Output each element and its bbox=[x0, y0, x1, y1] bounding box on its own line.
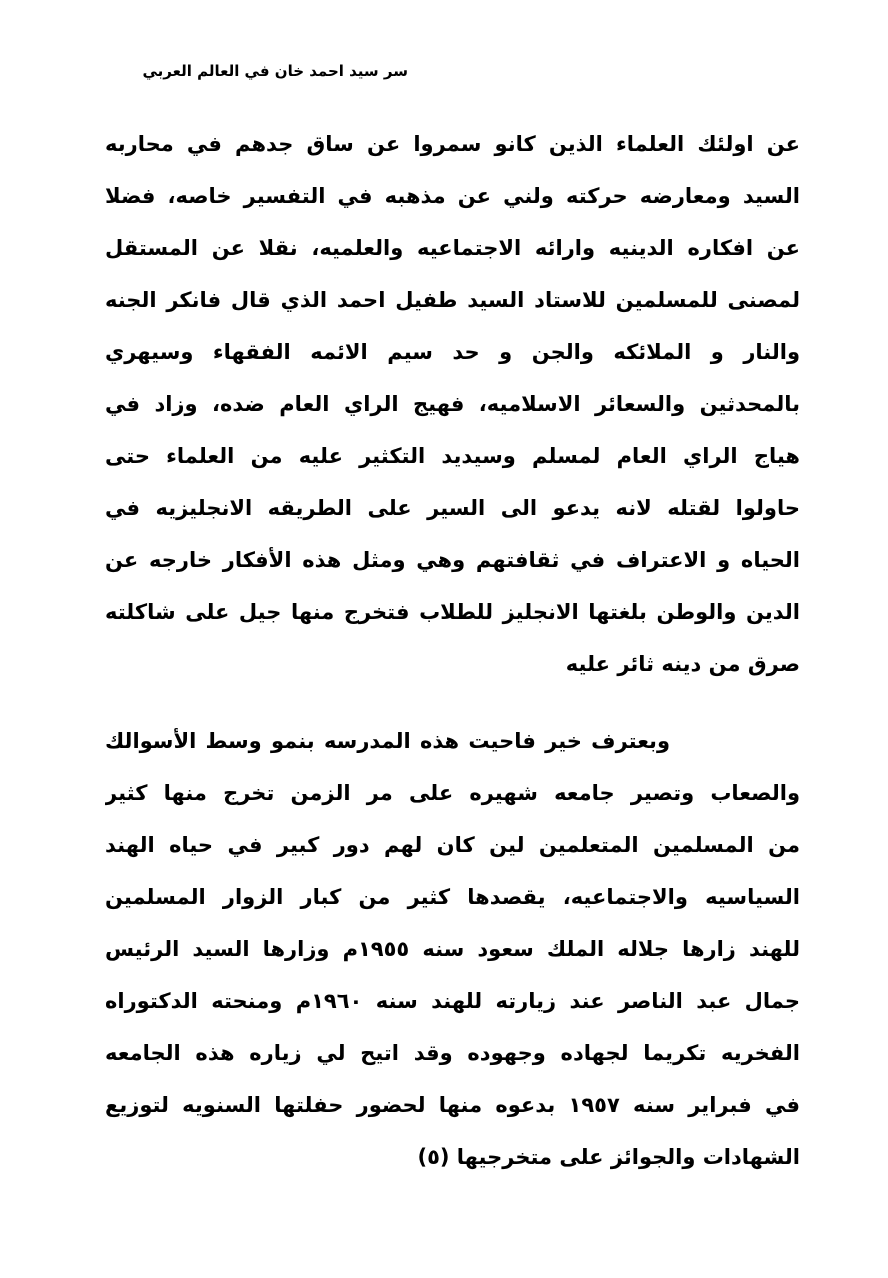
text-line: جمال عبد الناصر عند زيارته للهند سنه ١٩٦٠م ومنحته الدكتوراه bbox=[105, 989, 800, 1013]
paragraph-1 bbox=[105, 118, 800, 690]
text-line: للهند زارها جلاله الملك سعود سنه ١٩٥٥م وزارها السيد الرئيس bbox=[105, 937, 800, 961]
text-line: وبعترف خير فاحيت هذه المدرسه بنمو وسط الأسوالك bbox=[105, 729, 670, 753]
text-line: والنار و الملائكه والجن و حد سيم الائمه الفقهاء وسيهري bbox=[105, 340, 800, 364]
text-line: هياج الراي العام لمسلم وسيديد التكثير عليه من العلماء حتى bbox=[105, 444, 800, 468]
running-header: سر سيد احمد خان في العالم العربي bbox=[142, 62, 408, 80]
paragraph-2 bbox=[105, 715, 800, 1183]
text-line: الفخريه تكريما لجهاده وجهوده وقد اتيح لي زياره هذه الجامعه bbox=[105, 1041, 800, 1065]
text-line: عن افكاره الدينيه وارائه الاجتماعيه والعلميه، نقلا عن المستقل bbox=[105, 236, 800, 260]
text-line: حاولوا لقتله لانه يدعو الى السير على الطريقه الانجليزيه في bbox=[105, 496, 800, 520]
text-line: السياسيه والاجتماعيه، يقصدها كثير من كبار الزوار المسلمين bbox=[105, 885, 800, 909]
text-line: السيد ومعارضه حركته ولني عن مذهبه في التفسير خاصه، فضلا bbox=[105, 184, 800, 208]
text-line: عن اولئك العلماء الذين كانو سمروا عن ساق جدهم في محاربه bbox=[105, 132, 800, 156]
text-line: لمصنى للمسلمين للاستاد السيد طفيل احمد الذي قال فانكر الجنه bbox=[105, 288, 800, 312]
text-line: والصعاب وتصير جامعه شهيره على مر الزمن تخرج منها كثير bbox=[105, 781, 800, 805]
text-line: الدين والوطن بلغتها الانجليز للطلاب فتخرج منها جيل على شاكلته bbox=[105, 600, 800, 624]
text-line: الشهادات والجوائز على متخرجيها (٥) bbox=[417, 1145, 800, 1169]
text-line: من المسلمين المتعلمين لين كان لهم دور كبير في حياه الهند bbox=[105, 833, 800, 857]
text-line: بالمحدثين والسعائر الاسلاميه، فهيج الراي العام ضده، وزاد في bbox=[105, 392, 800, 416]
text-line: صرق من دينه ثائر عليه bbox=[565, 652, 800, 676]
text-line: الحياه و الاعتراف في ثقافتهم وهي ومثل هذه الأفكار خارجه عن bbox=[105, 548, 800, 572]
text-line: في فبراير سنه ١٩٥٧ بدعوه منها لحضور حفلتها السنويه لتوزيع bbox=[105, 1093, 800, 1117]
